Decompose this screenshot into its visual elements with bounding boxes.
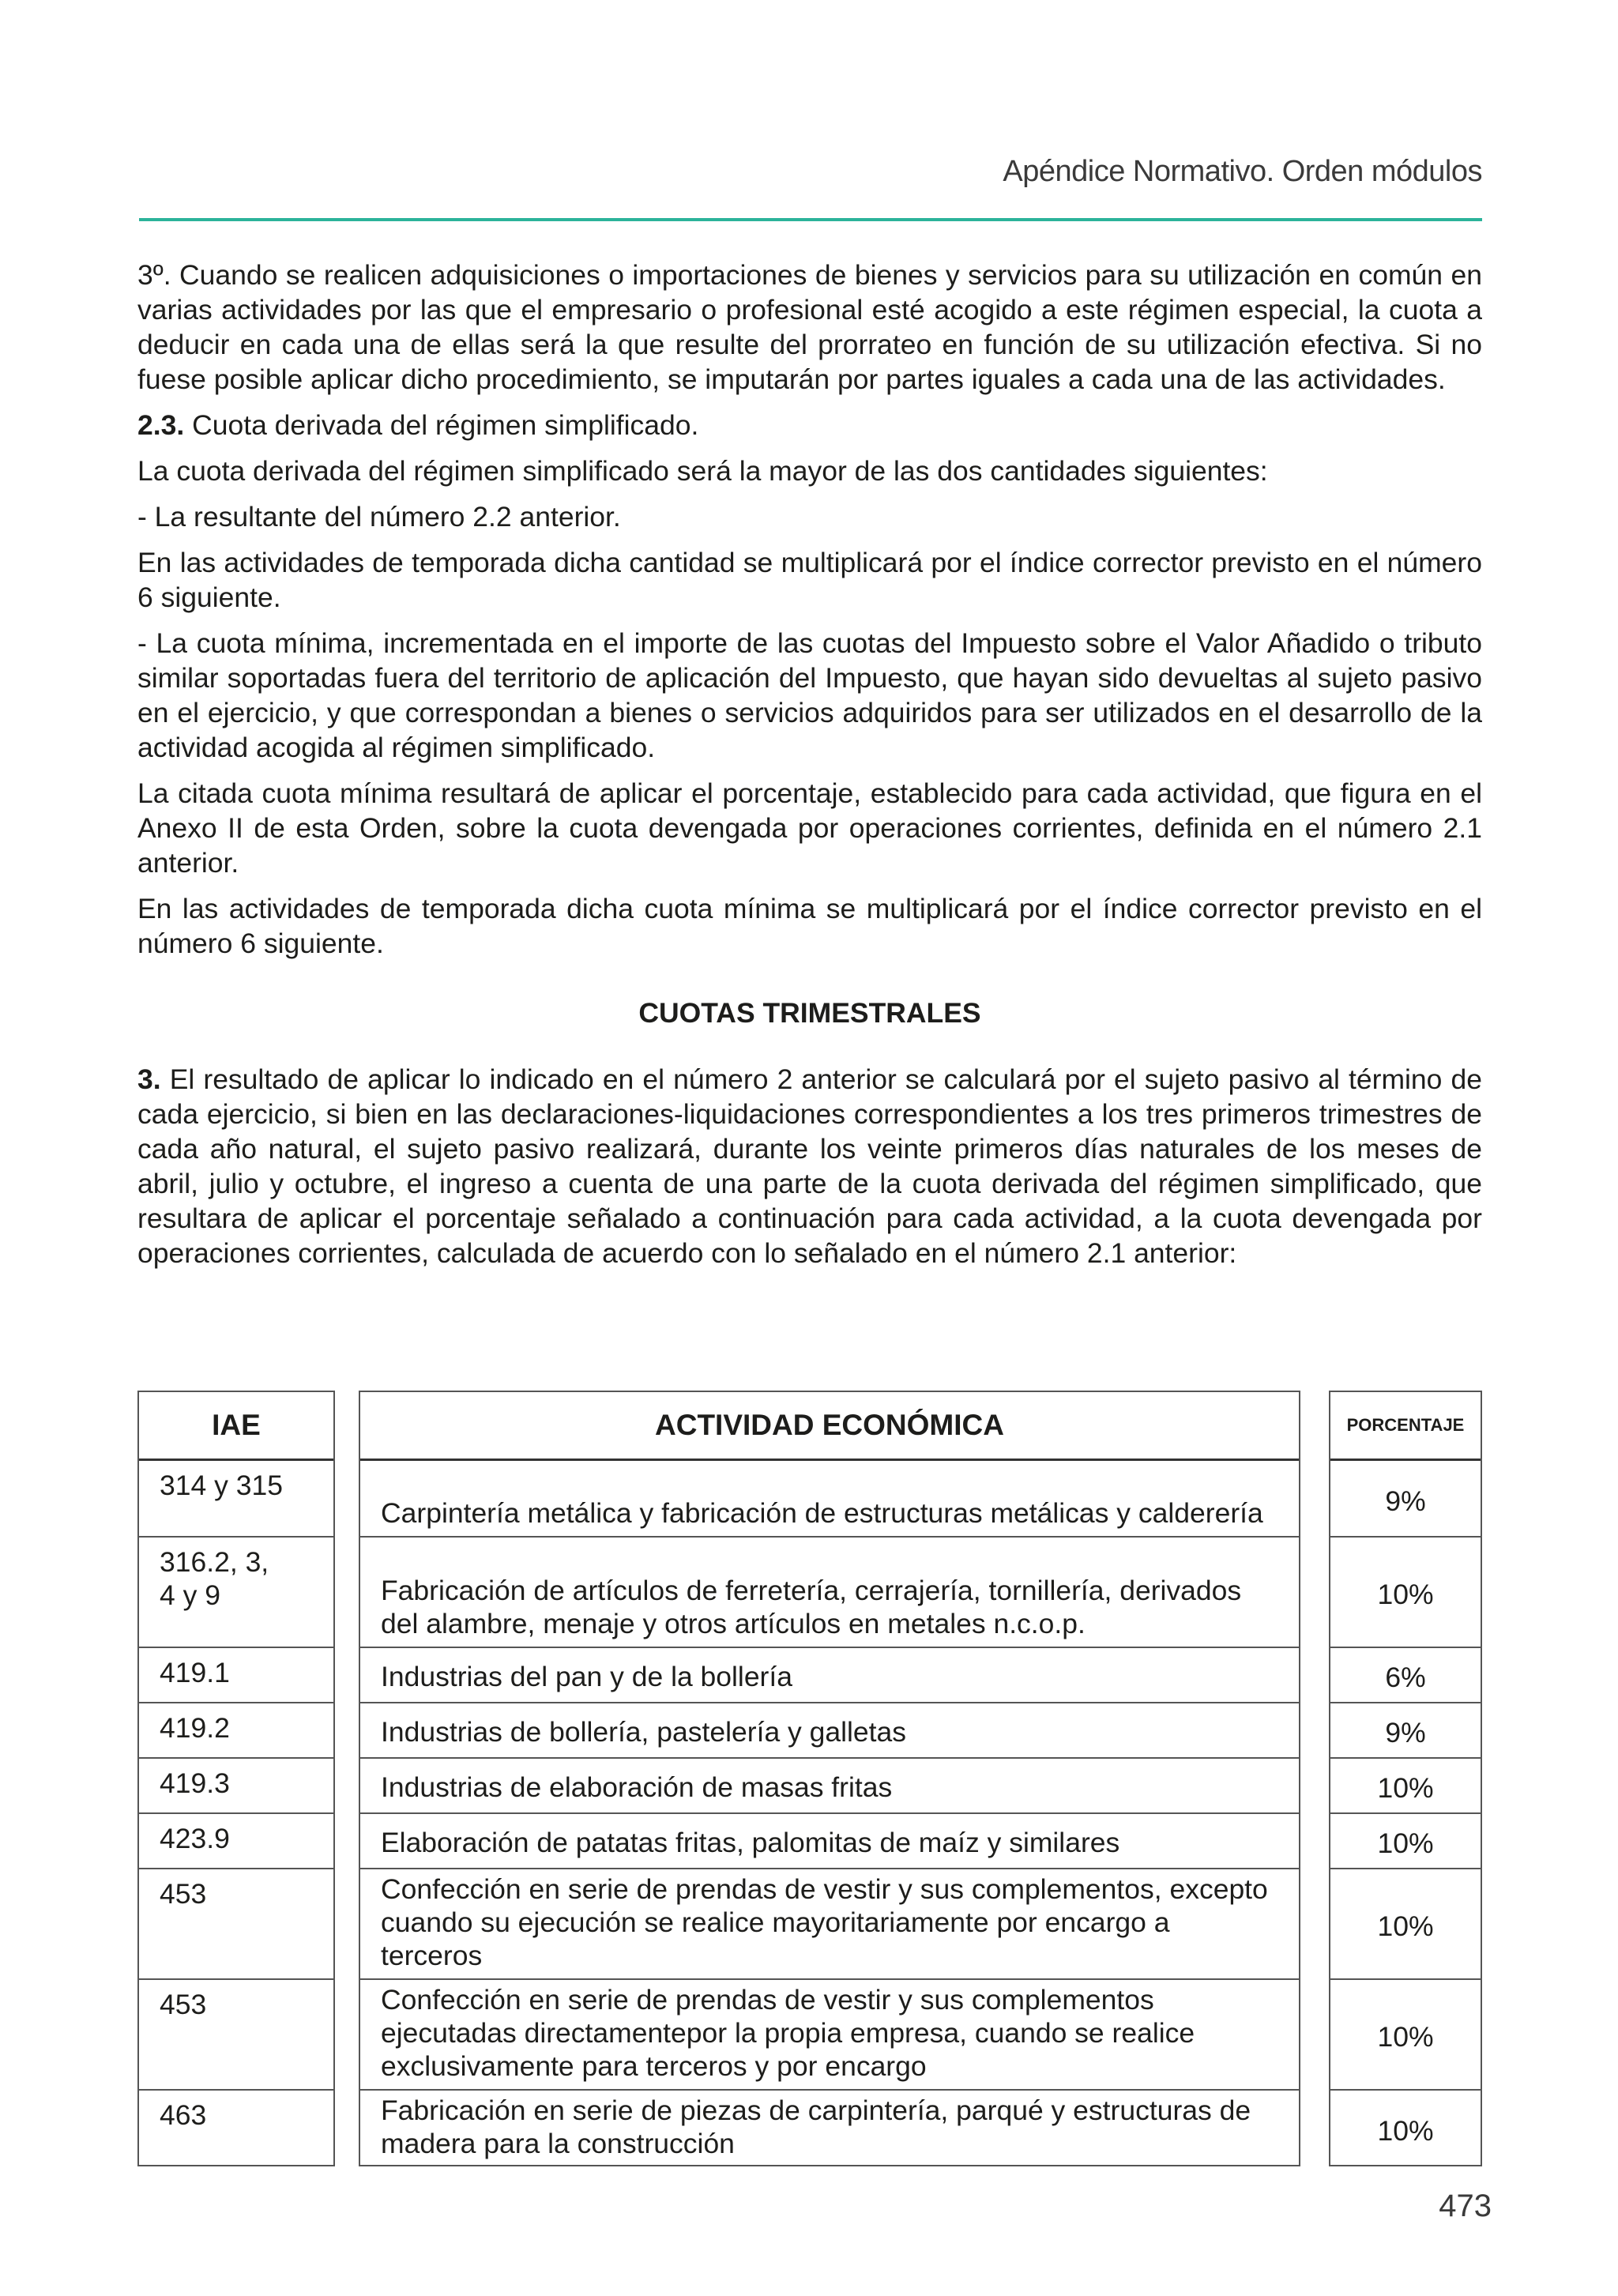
table-cell-percent: 9% <box>1330 1702 1481 1757</box>
table-cell-activity: Fabricación en serie de piezas de carpintería, parqué y estructuras de madera para la construcción <box>360 2089 1299 2166</box>
page-number: 473 <box>1439 2189 1492 2223</box>
paragraph-3o: 3º. Cuando se realicen adquisiciones o importaciones de bienes y servicios para su utilización en común en varias actividades por las que el empresario o profesional esté acogido a este régimen especial, la cuota a deducir en cada una de ellas será la que resulte del prorrateo en función de su utilización efectiva. Si no fuese posible aplicar dicho procedimiento, se imputarán por partes iguales a cada una de las actividades. <box>137 259 1482 395</box>
table-cell-activity: Industrias de elaboración de masas fritas <box>360 1757 1299 1812</box>
paragraph-3-text: El resultado de aplicar lo indicado en el número 2 anterior se calculará por el sujeto pasivo al término de cada ejercicio, si bien en las declaraciones-liquidaciones correspondientes a los tres primeros trimestres de cada año natural, el sujeto pasivo realizará, durante los veinte primeros días naturales de los meses de abril, julio y octubre, el ingreso a cuenta de una parte de la cuota derivada del régimen simplificado, que resultara de aplicar el porcentaje señalado a continuación para cada actividad, a la cuota devengada por operaciones corrientes, calculada de acuerdo con lo señalado en el número 2.1 anterior: <box>137 1063 1482 1269</box>
table-column-percent <box>1329 1391 1482 2166</box>
table-cell-percent: 9% <box>1330 1459 1481 1536</box>
paragraph-intro: La cuota derivada del régimen simplificado será la mayor de las dos cantidades siguientes: <box>137 455 1268 487</box>
section-heading-text: Cuota derivada del régimen simplificado. <box>184 409 699 441</box>
table-cell-activity: Industrias de bollería, pastelería y galletas <box>360 1702 1299 1757</box>
table-cell-activity: Confección en serie de prendas de vestir y sus complementos, excepto cuando su ejecución se realice mayoritariamente por encargo a terceros <box>360 1868 1299 1978</box>
table-cell-percent: 10% <box>1330 1978 1481 2089</box>
table-column-activity <box>359 1391 1300 2166</box>
table-header-percent: PORCENTAJE <box>1346 1415 1465 1435</box>
header-rule <box>139 218 1482 221</box>
paragraph-temporada-2: En las actividades de temporada dicha cuota mínima se multiplicará por el índice corrector previsto en el número 6 siguiente. <box>137 893 1482 959</box>
section-number: 3. <box>137 1063 161 1095</box>
table-cell-iae: 419.1 <box>139 1647 333 1702</box>
table-cell-percent: 10% <box>1330 1868 1481 1978</box>
table-cell-iae: 453 <box>139 1978 333 2089</box>
table-column-iae <box>137 1391 335 2166</box>
paragraph-item-1: - La resultante del número 2.2 anterior. <box>137 501 621 533</box>
section-number: 2.3. <box>137 409 185 441</box>
table-cell-iae: 419.2 <box>139 1702 333 1757</box>
paragraph-cuota-minima: La citada cuota mínima resultará de aplicar el porcentaje, establecido para cada actividad, que figura en el Anexo II de esta Orden, sobre la cuota devengada por operaciones corrientes, definida en el número 2.1 anterior. <box>137 777 1482 879</box>
table-header-activity: ACTIVIDAD ECONÓMICA <box>655 1409 1004 1441</box>
table-cell-activity: Carpintería metálica y fabricación de estructuras metálicas y calderería <box>360 1459 1299 1536</box>
table-cell-activity: Industrias del pan y de la bollería <box>360 1647 1299 1702</box>
table-cell-iae: 316.2, 3, 4 y 9 <box>139 1536 333 1647</box>
paragraph-item-2: - La cuota mínima, incrementada en el importe de las cuotas del Impuesto sobre el Valor Añadido o tributo similar soportadas fuera del territorio de aplicación del Impuesto, que hayan sido devueltas al sujeto pasivo en el ejercicio, y que correspondan a bienes o servicios adquiridos para ser utilizados en el desarrollo de la actividad acogida al régimen simplificado. <box>137 627 1482 763</box>
table-cell-iae: 423.9 <box>139 1812 333 1868</box>
table-cell-percent: 10% <box>1330 1757 1481 1812</box>
table-cell-activity: Confección en serie de prendas de vestir y sus complementos ejecutadas directamentepor la propia empresa, cuando se realice exclusivamente para terceros y por encargo <box>360 1978 1299 2089</box>
table-cell-iae: 463 <box>139 2089 333 2166</box>
body-text <box>137 258 1482 1282</box>
table-cell-percent: 10% <box>1330 2089 1481 2166</box>
table-cell-activity: Elaboración de patatas fritas, palomitas de maíz y similares <box>360 1812 1299 1868</box>
table-cell-iae: 419.3 <box>139 1757 333 1812</box>
table-cell-iae: 453 <box>139 1868 333 1978</box>
table-cell-percent: 10% <box>1330 1812 1481 1868</box>
table-cell-activity: Fabricación de artículos de ferretería, cerrajería, tornillería, derivados del alambre, menaje y otros artículos en metales n.c.o.p. <box>360 1536 1299 1647</box>
paragraph-3 <box>137 1062 1482 1270</box>
table-cell-percent: 6% <box>1330 1647 1481 1702</box>
table-cell-iae: 314 y 315 <box>139 1459 333 1536</box>
table-cell-percent: 10% <box>1330 1536 1481 1647</box>
paragraph-temporada-1: En las actividades de temporada dicha cantidad se multiplicará por el índice corrector previsto en el número 6 siguiente. <box>137 547 1482 613</box>
running-header: Apéndice Normativo. Orden módulos <box>1003 155 1482 188</box>
table-header-iae: IAE <box>212 1409 261 1441</box>
paragraph-2-3-heading <box>137 408 1482 442</box>
section-title: CUOTAS TRIMESTRALES <box>638 997 981 1029</box>
